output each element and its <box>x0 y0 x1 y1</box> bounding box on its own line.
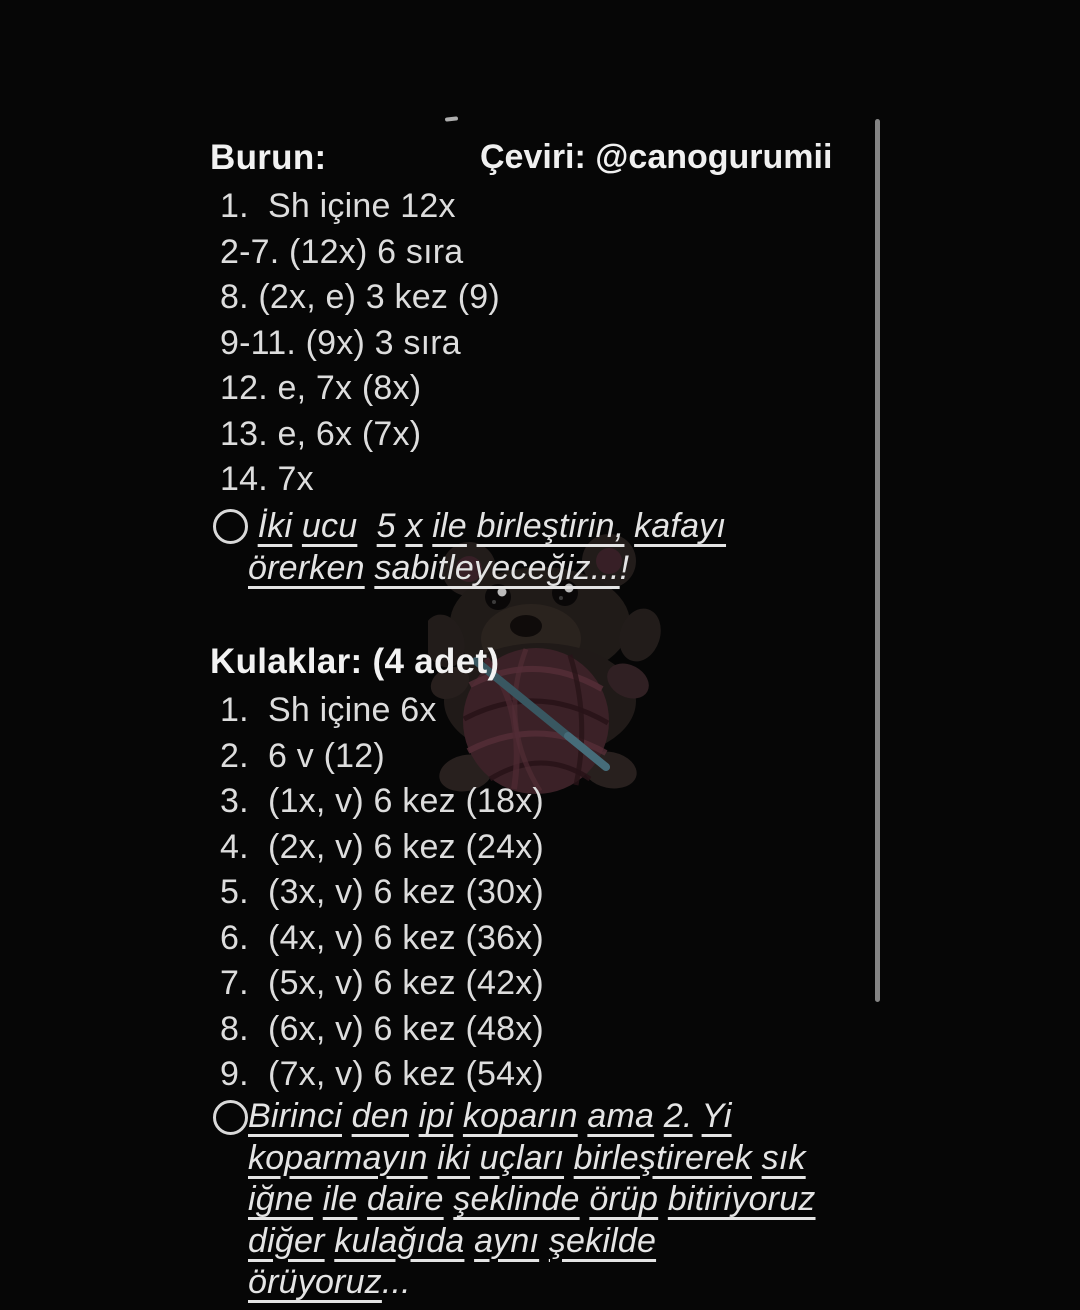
ears-note-text <box>248 1096 888 1304</box>
note-line: İki ucu 5 x ile birleştirin, kafayı <box>257 507 727 545</box>
translation-credit: Çeviri: @canogurumii <box>480 138 833 176</box>
pattern-row: 6. (4x, v) 6 kez (36x) <box>220 918 544 957</box>
pattern-row: 1. Sh içine 12x <box>220 187 456 225</box>
pattern-row: 9-11. (9x) 3 sıra <box>220 323 461 362</box>
pattern-row: 1. Sh içine 6x <box>220 691 437 729</box>
note-line: örerken sabitleyeceğiz...! <box>248 549 630 587</box>
pattern-row: 4. (2x, v) 6 kez (24x) <box>220 827 544 866</box>
pattern-row: 2. 6 v (12) <box>220 736 385 775</box>
pattern-row: 8. (2x, e) 3 kez (9) <box>220 278 500 316</box>
pattern-row: 2-7. (12x) 6 sıra <box>220 232 464 271</box>
note-line: iğne ile daire şeklinde örüp bitiriyoruz <box>248 1180 816 1218</box>
pattern-row: 8. (6x, v) 6 kez (48x) <box>220 1009 544 1048</box>
section-title-ears: Kulaklar: (4 adet) <box>210 642 500 681</box>
pattern-row: 5. (3x, v) 6 kez (30x) <box>220 873 544 911</box>
note-line: diğer kulağıda aynı şekilde <box>248 1221 657 1260</box>
tiny-dash-mark <box>445 116 458 121</box>
pattern-row: 12. e, 7x (8x) <box>220 369 422 407</box>
nose-note-text <box>248 505 888 589</box>
pattern-row: 13. e, 6x (7x) <box>220 414 422 453</box>
ears-pattern-list <box>220 688 544 1098</box>
note-line: Birinci den ipi koparın ama 2. Yi <box>248 1097 732 1135</box>
nose-pattern-list <box>220 184 500 503</box>
note-bullet-circle <box>213 1100 248 1135</box>
note-line: örüyoruz... <box>248 1263 411 1301</box>
pattern-row: 14. 7x <box>220 460 314 498</box>
pattern-row: 7. (5x, v) 6 kez (42x) <box>220 964 544 1002</box>
note-line: koparmayın iki uçları birleştirerek sık <box>248 1138 806 1177</box>
pattern-row: 9. (7x, v) 6 kez (54x) <box>220 1055 544 1093</box>
pattern-row: 3. (1x, v) 6 kez (18x) <box>220 782 544 820</box>
note-bullet-circle <box>213 509 248 544</box>
section-title-nose: Burun: <box>210 138 327 177</box>
